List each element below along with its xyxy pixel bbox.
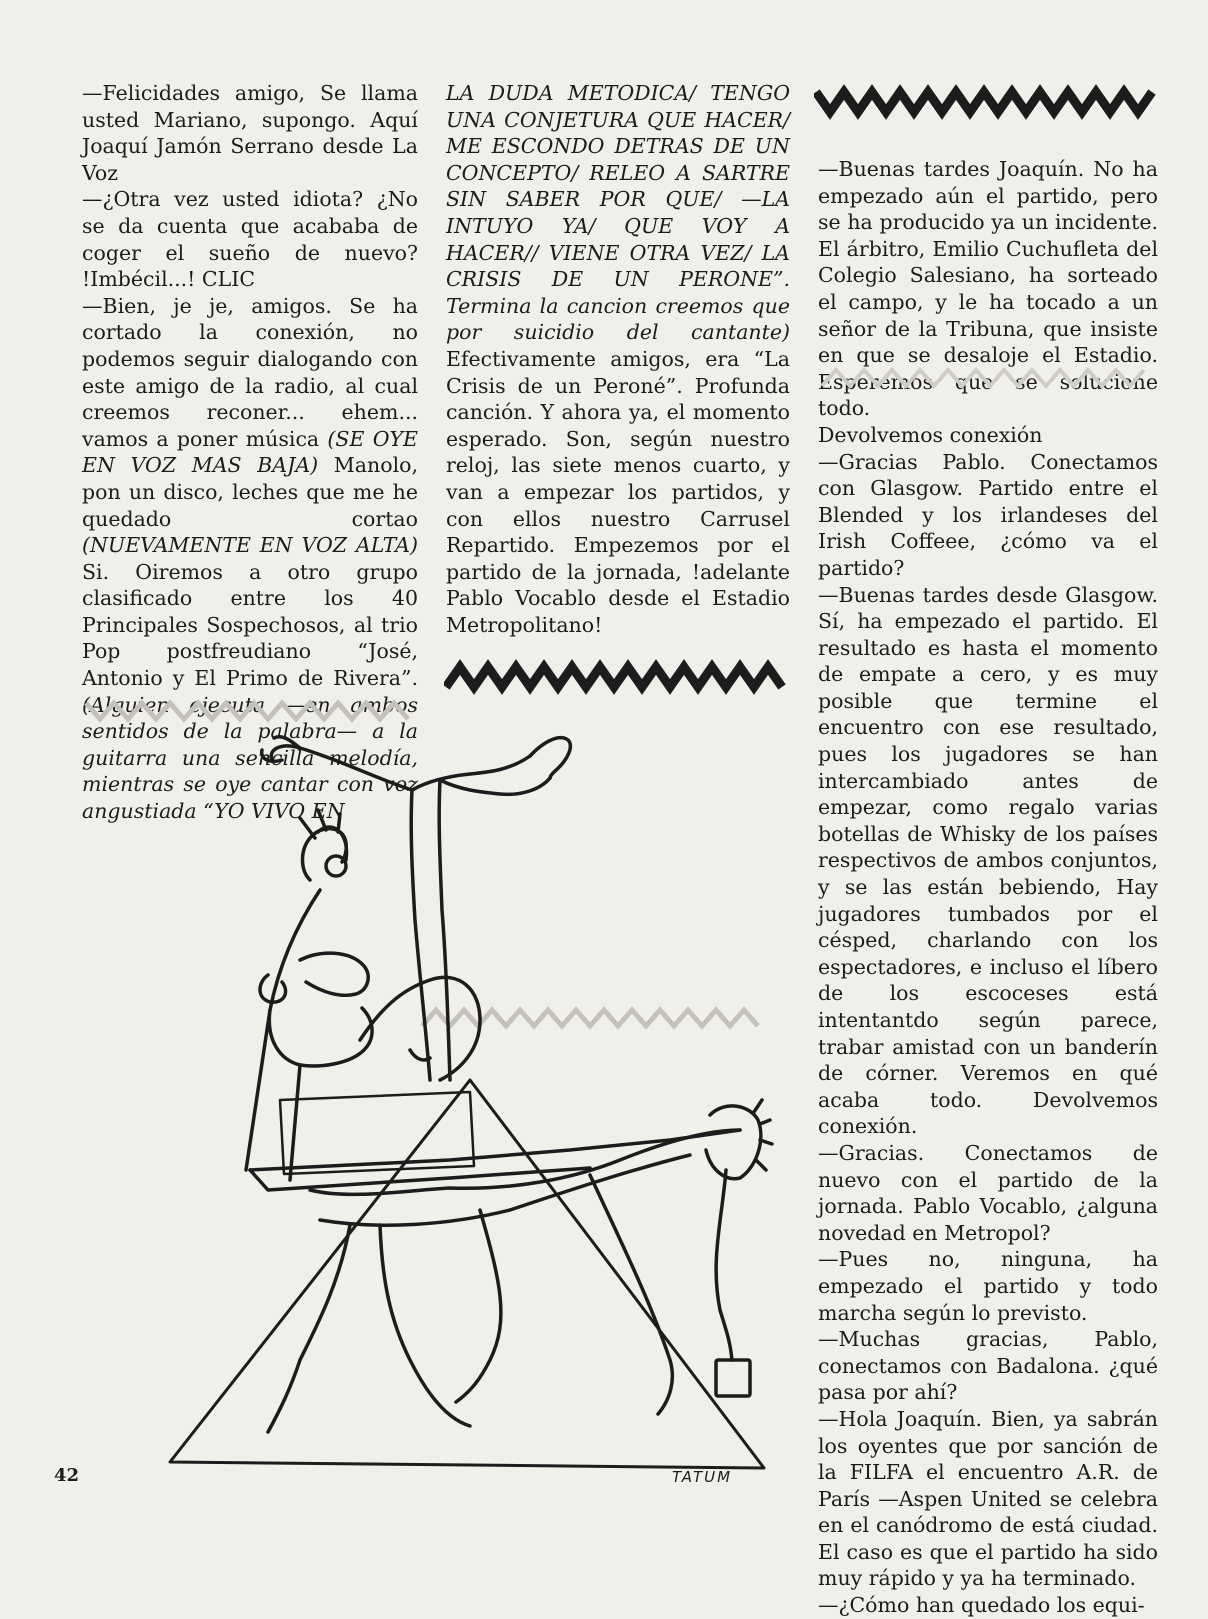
paragraph: —Gracias. Conectamos de nuevo con el partido de la jornada. Pablo Vocablo, ¿alguna novedad en Metropol? — [818, 1140, 1158, 1245]
paragraph: —Bien, je je, amigos. Se ha cortado la conexión, no podemos seguir dialogando con este amigo de la radio, al cual creemos reconer... ehem... vamos a poner música (SE OYE EN VOZ MAS BAJA) Manolo, pon un disco, leches que me he quedado cortao (NUEVAMENTE EN VOZ ALTA) Si. Oiremos a otro grupo clasificado entre los 40 Principales Sospechosos, al trio Pop postfreudiano “José, Antonio y El Primo de Rivera”. (Alguien ejecuta —en ambos sentidos de la palabra— a la guitarra una sencilla melodía, mientras se oye cantar con voz angustiada “YO VIVO EN — [82, 293, 418, 824]
paragraph: —¿Cómo han quedado los equi- — [818, 1593, 1145, 1618]
paragraph: Devolvemos conexión — [818, 422, 1043, 447]
page-number: 42 — [54, 1465, 80, 1486]
paragraph: —Felicidades amigo, Se llama usted Mariano, supongo. Aquí Joaquí Jamón Serrano desde La Voz — [82, 81, 418, 185]
paragraph: LA DUDA METODICA/ TENGO UNA CONJETURA QUE HACER/ ME ESCONDO DETRAS DE UN CONCEPTO/ RELEO A SARTRE SIN SABER POR QUE/ —LA INTUYO YA/ QUE VOY A HACER// VIENE OTRA VEZ/ LA CRISIS DE UN PERONE”. Termina la cancion creemos que por suicidio del cantante) Efectivamente amigos, era “La Crisis de un Peroné”. Profunda canción. Y ahora ya, el momento esperado. Son, según nuestro reloj, las siete menos cuarto, y van a empezar los partidos, y con ellos nuestro Carrusel Repartido. Empezemos por el partido de la jornada, !adelante Pablo Vocablo desde el Estadio Metropolitano! — [446, 81, 790, 637]
paragraph: —Pues no, ninguna, ha empezado el partido y todo marcha según lo previsto. — [818, 1247, 1158, 1325]
paragraph: —Hola Joaquín. Bien, ya sabrán los oyentes que por sanción de la FILFA el encuentro A.R. de París —Aspen United se celebra en el canódromo de está ciudad. El caso es que el partido ha sido muy rápido y ya ha terminado. — [818, 1406, 1158, 1591]
cartoon-illustration-icon — [150, 720, 790, 1500]
paragraph: —¿Otra vez usted idiota? ¿No se da cuenta que acababa de coger el sueño de nuevo? !Imbécil...! CLIC — [82, 187, 418, 292]
zigzag-divider-icon — [814, 80, 1158, 122]
zigzag-divider-icon — [444, 657, 788, 699]
paragraph: —Muchas gracias, Pablo, conectamos con Badalona. ¿qué pasa por ahí? — [818, 1327, 1158, 1405]
ghost-zigzag-icon — [820, 362, 1160, 394]
paragraph: —Gracias Pablo. Conectamos con Glasgow. Partido entre el Blended y los irlandeses del Irish Coffeee, ¿cómo va el partido? — [818, 449, 1158, 580]
paragraph: —Buenas tardes desde Glasgow. Sí, ha empezado el partido. El resultado es hasta el momento de empate a cero, y es muy posible que termine el encuentro con ese resultado, pues los jugadores se han intercambiado antes de empezar, como regalo varias botellas de Whisky de los países respectivos de ambos conjuntos, y se las están bebiendo, Hay jugadores tumbados por el césped, charlando con los espectadores, e incluso el líbero de los escoceses está intentantdo según parece, trabar amistad con un banderín de córner. Veremos en qué acaba todo. Devolvemos conexión. — [818, 582, 1158, 1139]
artist-signature: TATUM — [672, 1468, 733, 1486]
column-middle — [446, 80, 790, 638]
paragraph: —Buenas tardes Joaquín. No ha empezado aún el partido, pero se ha producido ya un incidente. El árbitro, Emilio Cuchufleta del Colegio Salesiano, ha sorteado el campo, y le ha tocado a un señor de la Tribuna, que insiste en que se desaloje el Estadio. Esperemos que se solucione todo. — [818, 157, 1158, 421]
